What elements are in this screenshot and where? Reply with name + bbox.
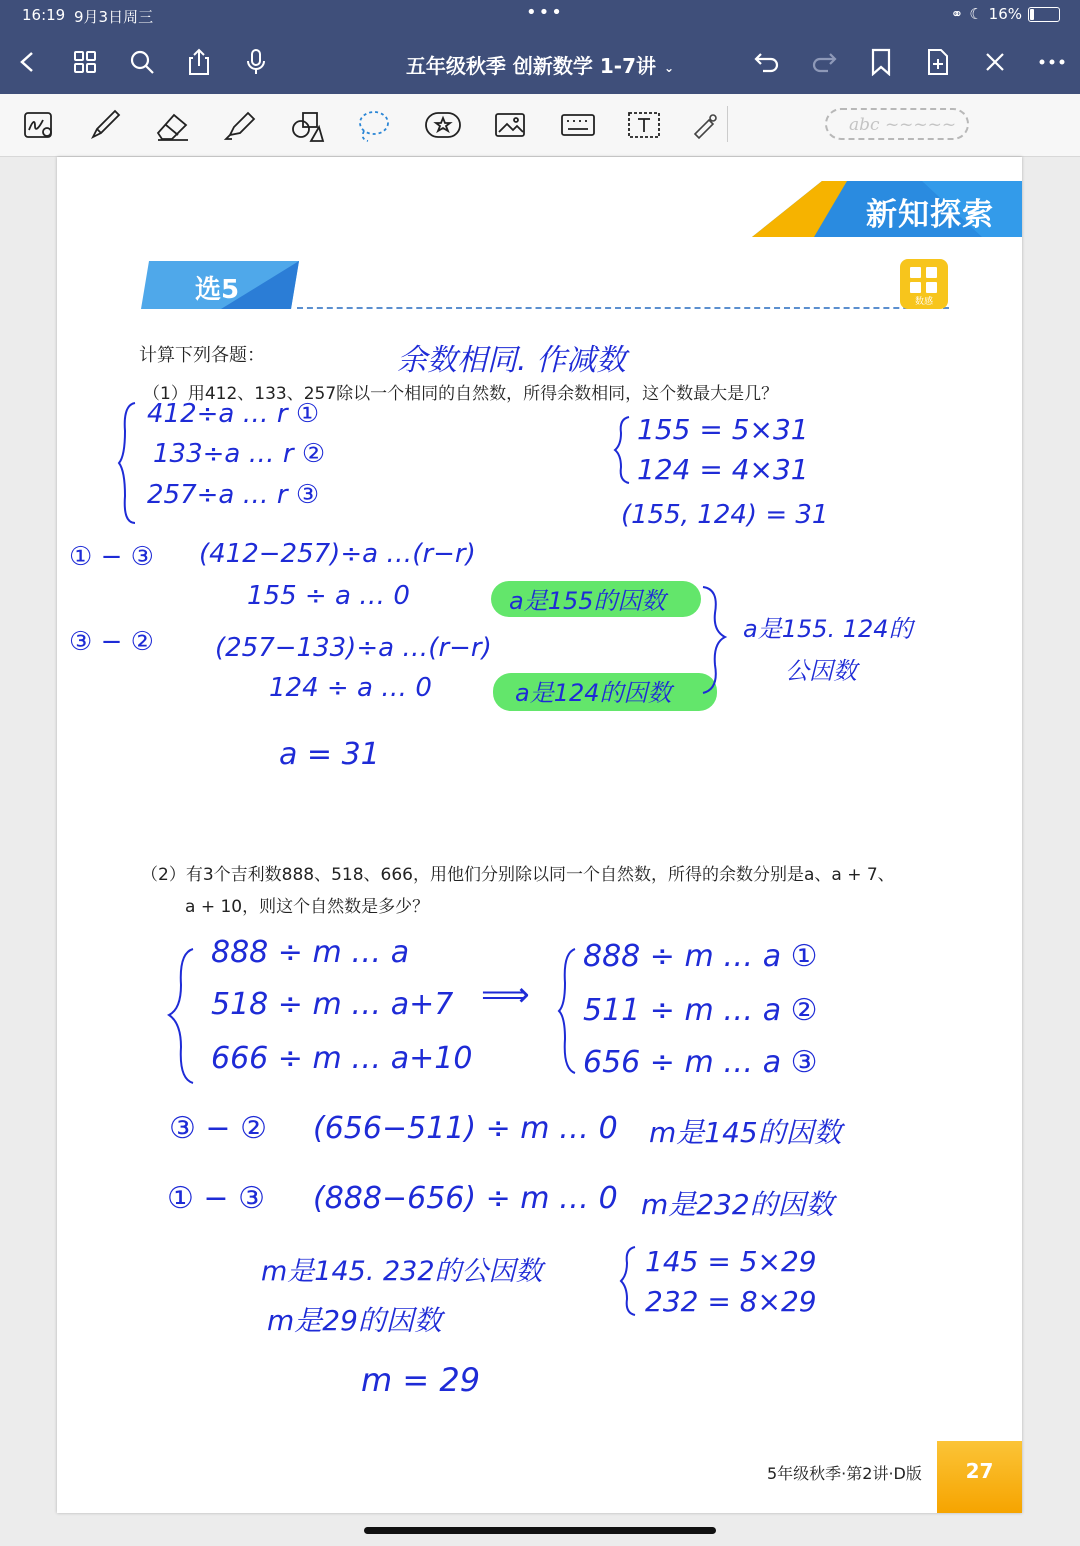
hw-q2-s2-label: ① − ③ bbox=[167, 1181, 265, 1216]
question-1: （1）用412、133、257除以一个相同的自然数，所得余数相同，这个数最大是几？ bbox=[143, 384, 779, 404]
add-page-icon[interactable] bbox=[923, 47, 953, 77]
hw-q1-f2: 124 = 4×31 bbox=[637, 453, 809, 486]
lasso-tool-icon[interactable] bbox=[352, 106, 392, 144]
more-icon[interactable] bbox=[1037, 47, 1067, 77]
bookmark-icon[interactable] bbox=[866, 47, 896, 77]
hw-brace-q1-join bbox=[701, 585, 731, 695]
handwriting-tool-icon[interactable] bbox=[19, 106, 59, 144]
status-date: 9月3日周三 bbox=[74, 8, 154, 26]
hw-q1-step1: (412−257)÷a …(r−r) bbox=[199, 539, 476, 569]
hw-q1-step2: (257−133)÷a …(r−r) bbox=[215, 633, 492, 663]
hw-q1-eq2: 133÷a … r ② bbox=[153, 439, 326, 469]
hw-q2-r3: 656 ÷ m … a ③ bbox=[583, 1045, 818, 1080]
text-tool-icon[interactable] bbox=[624, 106, 664, 144]
chevron-down-icon: ⌄ bbox=[664, 60, 675, 75]
hw-q1-highlight-1: a是155的因数 bbox=[509, 587, 666, 615]
hw-q2-s1-label: ③ − ② bbox=[169, 1111, 267, 1146]
hw-q1-step1-result: 155 ÷ a … 0 bbox=[247, 581, 410, 611]
undo-icon[interactable] bbox=[752, 47, 782, 77]
text-box-placeholder[interactable]: abc ~~~~~ bbox=[825, 108, 969, 140]
question-2-line-2: a + 10，则这个自然数是多少？ bbox=[185, 897, 430, 917]
laser-tool-icon[interactable] bbox=[684, 106, 724, 144]
hw-q2-conclusion-2: m是29的因数 bbox=[267, 1304, 442, 1337]
hw-q2-l1: 888 ÷ m … a bbox=[211, 935, 410, 970]
hw-q2-f1: 145 = 5×29 bbox=[645, 1245, 817, 1278]
toolbar-divider bbox=[727, 106, 728, 142]
nav-bar bbox=[0, 30, 1080, 94]
image-tool-icon[interactable] bbox=[490, 106, 530, 144]
eraser-tool-icon[interactable] bbox=[152, 106, 192, 144]
document-title-text: 五年级秋季 创新数学 1-7讲 bbox=[405, 54, 656, 78]
battery-icon bbox=[1028, 7, 1060, 22]
hw-q2-s2-note: m是232的因数 bbox=[641, 1188, 834, 1221]
home-indicator[interactable] bbox=[364, 1527, 716, 1534]
status-time: 16:19 bbox=[22, 6, 66, 24]
page-footer: 5年级秋季·第2讲·D版 bbox=[767, 1464, 922, 1483]
hw-brace-q1-right bbox=[613, 415, 633, 485]
math-badge-icon bbox=[900, 259, 948, 309]
hw-q2-s2: (888−656) ÷ m … 0 bbox=[313, 1181, 618, 1216]
hw-brace-q2-factors bbox=[619, 1245, 639, 1317]
hw-q2-r2: 511 ÷ m … a ② bbox=[583, 993, 818, 1028]
hw-brace-q2-right bbox=[557, 947, 579, 1075]
highlighter-tool-icon[interactable] bbox=[220, 106, 260, 144]
shapes-tool-icon[interactable] bbox=[287, 106, 327, 144]
hw-q2-conclusion-1: m是145. 232的公因数 bbox=[261, 1256, 543, 1287]
hw-q1-eq3: 257÷a … r ③ bbox=[147, 480, 320, 510]
hw-q1-brace-note-1: a是155. 124的 bbox=[743, 615, 913, 643]
pen-tool-icon[interactable] bbox=[85, 106, 125, 144]
hw-q1-answer: a = 31 bbox=[279, 737, 380, 772]
hw-q2-s1: (656−511) ÷ m … 0 bbox=[313, 1111, 618, 1146]
multitask-dots[interactable]: ••• bbox=[526, 2, 564, 23]
hw-q1-step2-result: 124 ÷ a … 0 bbox=[269, 673, 432, 703]
hw-q1-note: 余数相同. 作减数 bbox=[397, 343, 627, 378]
hw-q1-f1: 155 = 5×31 bbox=[637, 413, 809, 446]
page-number: 27 bbox=[937, 1441, 1022, 1513]
hw-q1-brace-note-2: 公因数 bbox=[785, 657, 857, 685]
section-tab bbox=[141, 261, 301, 309]
hw-q2-r1: 888 ÷ m … a ① bbox=[583, 939, 818, 974]
link-icon: ⚭ bbox=[950, 5, 964, 23]
hw-q1-step2-label: ③ − ② bbox=[69, 627, 154, 657]
document-title[interactable] bbox=[0, 50, 1080, 79]
moon-icon: ☾ bbox=[969, 5, 983, 23]
sticker-tool-icon[interactable] bbox=[423, 106, 463, 144]
status-bar bbox=[0, 0, 1080, 30]
question-2-line-1: （2）有3个吉利数888、518、666，用他们分别除以同一个自然数，所得的余数分别是a、a + 7、 bbox=[141, 865, 895, 885]
hw-q2-l2: 518 ÷ m … a+7 bbox=[211, 987, 454, 1022]
hw-q1-step1-label: ① − ③ bbox=[69, 542, 154, 572]
battery-percent: 16% bbox=[988, 5, 1022, 23]
hw-q1-gcd: (155, 124) = 31 bbox=[621, 500, 829, 530]
section-divider bbox=[297, 307, 949, 309]
hw-q2-answer: m = 29 bbox=[361, 1361, 481, 1399]
banner-title: 新知探索 bbox=[866, 197, 994, 233]
document-page[interactable] bbox=[57, 157, 1022, 1513]
hw-brace-q1-left bbox=[117, 401, 139, 526]
badge-label: 数感 bbox=[914, 297, 933, 307]
section-tab-label: 选5 bbox=[195, 275, 240, 305]
hw-q2-l3: 666 ÷ m … a+10 bbox=[211, 1041, 473, 1076]
prompt-text: 计算下列各题： bbox=[139, 345, 265, 366]
hw-q2-f2: 232 = 8×29 bbox=[645, 1285, 817, 1318]
close-icon[interactable] bbox=[980, 47, 1010, 77]
hw-q2-arrow: ⟹ bbox=[481, 975, 530, 1015]
section-banner bbox=[752, 181, 1022, 237]
status-right bbox=[951, 5, 1060, 23]
keyboard-tool-icon[interactable] bbox=[558, 106, 598, 144]
redo-icon[interactable] bbox=[809, 47, 839, 77]
hw-brace-q2-left bbox=[167, 947, 197, 1085]
hw-q1-eq1: 412÷a … r ① bbox=[147, 399, 320, 429]
hw-q1-highlight-2: a是124的因数 bbox=[515, 679, 672, 707]
hw-q2-s1-note: m是145的因数 bbox=[649, 1116, 842, 1149]
